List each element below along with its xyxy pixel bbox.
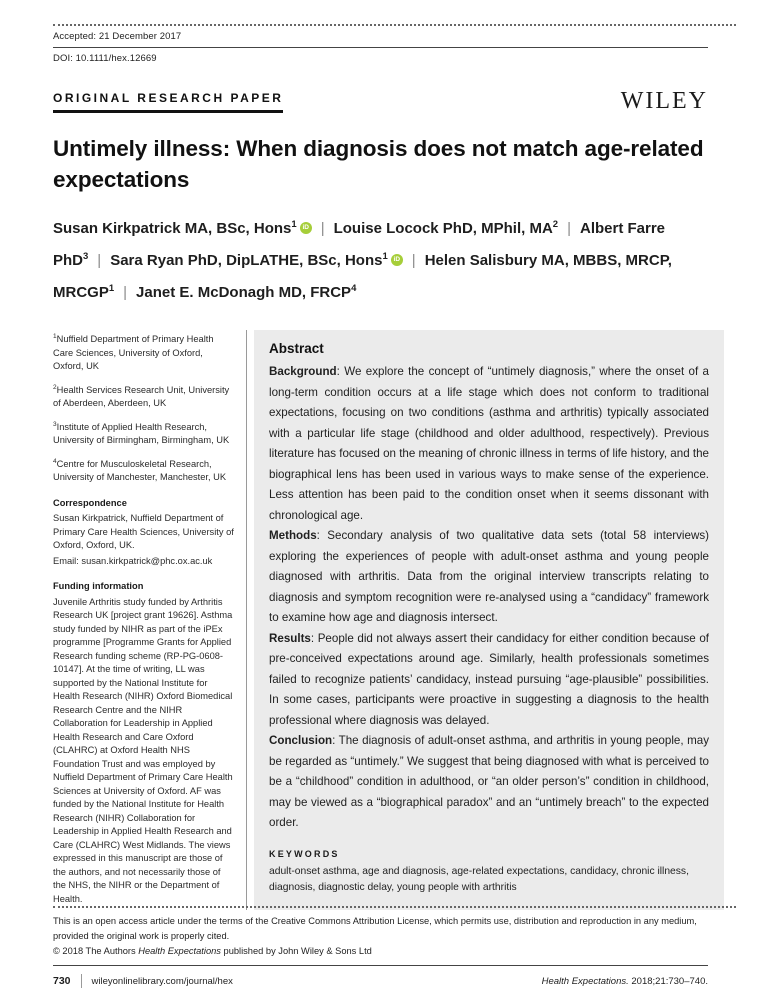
author-affiliation-sup: 3 — [83, 251, 89, 262]
footer-bottom-row — [53, 966, 708, 988]
abstract-conclusion: Conclusion: The diagnosis of adult-onset asthma, and arthritis in young people, may be regarded as “untimely.” We suggest that being diagnosed with what is perceived to be a “childhood” condition in adulthood, or “an older person’s” condition in childhood, may be viewed as a “biographical paradox” and an “untimely breach” to the expected order. — [269, 734, 709, 829]
wiley-logo: WILEY — [620, 88, 708, 114]
author-list — [53, 211, 713, 307]
license-text: This is an open access article under the terms of the Creative Commons Attribution License, which permits use, distribution and reproduction in any medium, provided the original work is properly cited. — [53, 916, 697, 941]
author-name: Helen Salisbury MA, MBBS, MRCP, MRCGP — [53, 252, 672, 301]
journal-url-link[interactable]: wileyonlinelibrary.com/journal/hex — [91, 975, 233, 987]
orcid-icon[interactable]: iD — [391, 254, 403, 266]
author-affiliation-sup: 2 — [552, 219, 559, 230]
affiliation: $^2$Health Services Research Unit, University of Aberdeen, Aberdeen, UK — [53, 383, 230, 409]
author — [334, 220, 558, 237]
author-separator: | — [567, 220, 571, 237]
orcid-icon[interactable]: iD — [300, 222, 312, 234]
citation: Health Expectations. 2018;21:730–740. — [541, 975, 708, 987]
author-affiliation-sup: 1 — [291, 219, 297, 230]
author-separator: | — [97, 252, 102, 269]
accepted-date: Accepted: 21 December 2017 — [53, 31, 182, 42]
author-separator: | — [123, 284, 128, 301]
abstract-background: Background: We explore the concept of “untimely diagnosis,” where the onset of a long-term condition occurs at a life stage which does not conform to traditional expectations, focusing on two conditions (asthma and arthritis) typically associated with a particular life stage (childhood and older adulthood, respectively). Previous literature has focused on the meaning of chronic illness in terms of life history, and the biographical lens has been used in various ways to make sense of the experience. Less attention has been paid to the condition onset when it seems dissonant with chronological age. — [269, 365, 709, 522]
abstract-results: Results: People did not always assert their candidacy for either condition because of pre-conceived expectations around age. Similarly, health professionals sometimes failed to recognize patients’ candidacy, instead pursuing “age-plausible” possibilities. In some cases, participants were proactive in suggesting a diagnosis to the health professional where diagnosis was delayed. — [269, 631, 709, 727]
author — [53, 220, 312, 237]
correspondence-email-line — [53, 555, 235, 569]
copyright-line: © 2018 The Authors Health Expectations published by John Wiley & Sons Ltd — [53, 946, 372, 956]
page-number: 730 — [53, 975, 71, 987]
column-divider — [246, 330, 247, 910]
footer — [53, 906, 736, 988]
abstract-methods: Methods: Secondary analysis of two qualitative data sets (total 58 interviews) exploring the experiences of people with adult-onset asthma and young people diagnosed with arthritis. Data from the original interview transcripts relating to diagnosis and symptom recognition were re-analysed using a “candidacy” framework to examine how age and diagnosis intersect. — [269, 529, 709, 624]
affiliation: $^4$Centre for Musculoskeletal Research, University of Manchester, Manchester, UK — [53, 457, 227, 483]
author-name: Albert Farre PhD — [53, 220, 666, 269]
citation-journal-name: Health Expectations. — [541, 975, 629, 987]
affiliation: $^1$Nuffield Department of Primary Health Care Sciences, University of Oxford, Oxford, UK — [53, 333, 214, 372]
author-name: Sara Ryan PhD, DipLATHE, BSc, Hons — [110, 252, 383, 269]
author-name: Susan Kirkpatrick MA, BSc, Hons — [53, 220, 292, 237]
correspondence-heading: Correspondence — [53, 497, 127, 508]
author-name: Janet E. McDonagh MD, FRCP — [136, 284, 352, 301]
abstract-box — [254, 330, 724, 910]
author-affiliation-sup: 1 — [382, 251, 388, 262]
article-type-label: ORIGINAL RESEARCH PAPER — [53, 91, 283, 113]
left-column — [53, 330, 235, 910]
email-label: Email: — [53, 555, 82, 566]
footer-left-divider — [81, 974, 82, 988]
funding-heading: Funding information — [53, 581, 144, 592]
affiliation: $^3$Institute of Applied Health Research, University of Birmingham, Birmingham, UK — [53, 420, 230, 446]
author-separator: | — [320, 220, 325, 237]
author-affiliation-sup: 1 — [108, 283, 115, 294]
email-link[interactable]: susan.kirkpatrick@phc.ox.ac.uk — [81, 555, 213, 566]
author — [136, 284, 356, 301]
abstract-heading: Abstract — [269, 341, 324, 356]
keywords-text: adult-onset asthma, age and diagnosis, age-related expectations, candidacy, chronic illness, diagnosis, diagnostic delay, young people with arthritis — [269, 865, 689, 893]
doi: DOI: 10.1111/hex.12669 — [53, 53, 157, 64]
correspondence-text: Susan Kirkpatrick, Nuffield Department of Primary Care Health Sciences, University of Oxford, Oxford, UK. — [53, 513, 234, 551]
author-name: Louise Locock PhD, MPhil, MA — [333, 220, 553, 237]
author-affiliation-sup: 4 — [351, 283, 357, 294]
two-column-section — [53, 330, 724, 910]
footer-left — [53, 974, 233, 988]
author-separator: | — [411, 252, 416, 269]
type-row — [53, 89, 708, 113]
funding-text: Juvenile Arthritis study funded by Arthritis Research UK [project grant 19626]. Asthma study funded by NIHR as part of the iPEx programme [Programme Grants for Applied Research funding scheme (RP-PG-0608-10147]. At the time of writing, LL was supported by the National Institute for Health Research (NIHR) Oxford Biomedical Research Centre and the NIHR Collaboration for Leadership in Applied Health Research and Care Oxford (CLAHRC) at Oxford Health NHS Foundation Trust and was employed by Nuffield Department of Primary Care Health Sciences at University of Oxford. AF was funded by the National Institute for Health Research (NIHR) Collaboration for Leadership in Applied Health Research and Care (CLAHRC) West Midlands. The views expressed in this manuscript are those of the authors, and not necessarily those of the NHS, the NIHR or the Department of Health. — [53, 596, 233, 904]
copyright-journal-name: Health Expectations — [138, 946, 221, 956]
page-title: Untimely illness: When diagnosis does not match age-related expectations — [53, 136, 704, 192]
keywords-heading: KEYWORDS — [269, 848, 340, 859]
author — [110, 252, 403, 269]
